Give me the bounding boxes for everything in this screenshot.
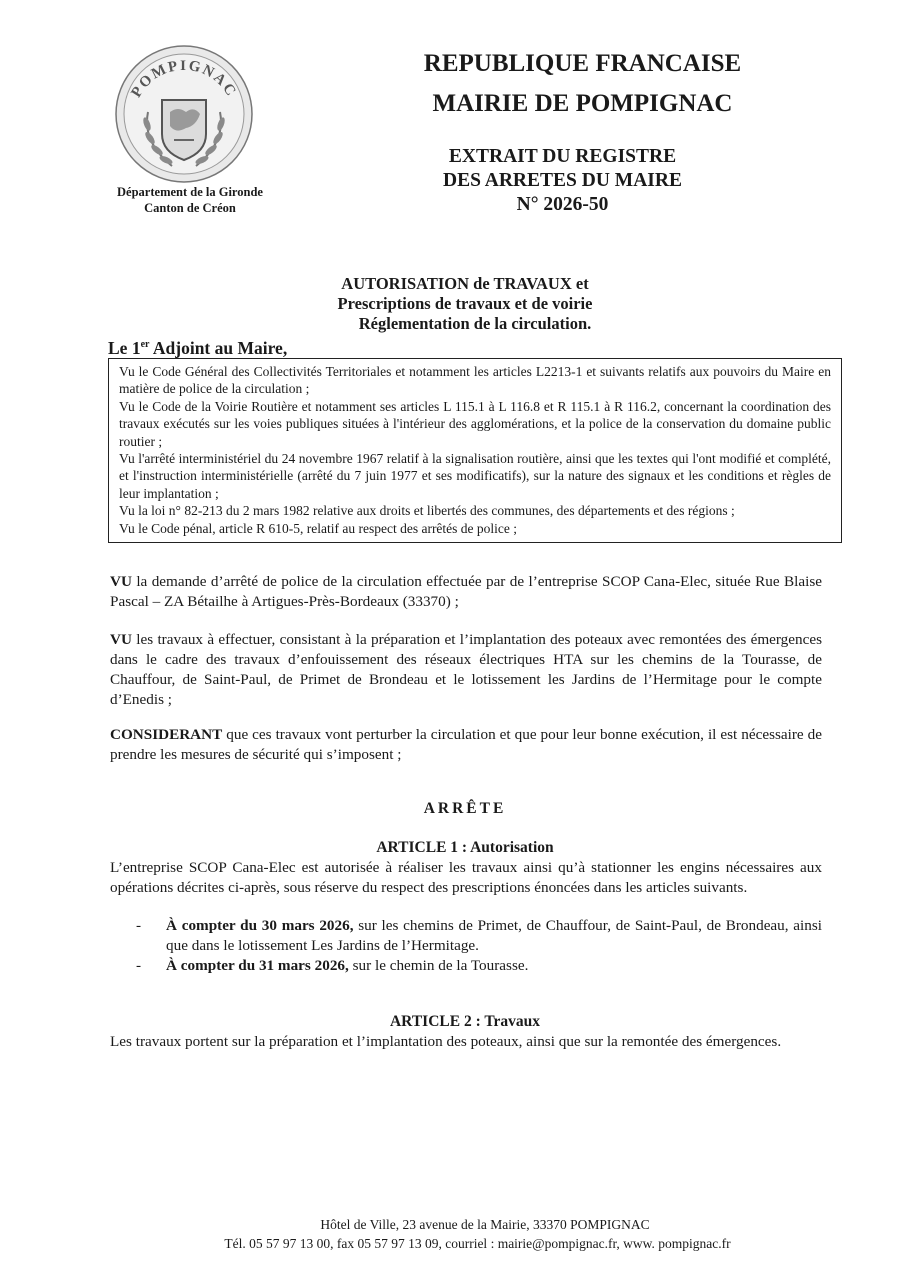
coat-of-arms-seal-icon (112, 42, 256, 186)
signatory-prefix: Le 1 (108, 338, 141, 358)
page-footer (0, 1215, 900, 1253)
list-item-date: À compter du 30 mars 2026, (166, 917, 354, 934)
seal-text: POMPIGNAC (128, 57, 240, 101)
visa-item: Vu l'arrêté interministériel du 24 novembre 1967 relatif à la signalisation routière, ainsi que les textes qui l'ont modifié et complété, et l'instruction interministérielle (arrêté du 7 juin 1977 et ses modificatifs), sur la nature des signaux et les conditions et règles de leur implantation ; (119, 451, 831, 501)
visa-item: Vu le Code de la Voirie Routière et notamment ses articles L 115.1 à L 116.8 et R 115.1 à R 116.2, concernant la coordination des travaux exécutés sur les voies publiques situées à l'intérieur des agglomérations, et la police de la conservation du domaine public routier ; (119, 398, 831, 449)
considerant-text: que ces travaux vont perturber la circulation et que pour leur bonne exécution, il est nécessaire de prendre les mesures de sécurité qui s’imposent ; (110, 726, 822, 763)
list-item-text: sur les chemins de Primet, de Chauffour, de Saint-Paul, de Brondeau, ainsi que dans le lotissement Les Jardins de l’Hermitage. (166, 917, 822, 954)
subject-line-1: AUTORISATION de TRAVAUX et (341, 274, 589, 293)
republique-title: REPUBLIQUE FRANCAISE (423, 50, 742, 77)
republic-header (395, 44, 770, 124)
article-1-title: ARTICLE 1 : Autorisation (376, 839, 554, 856)
municipal-seal (112, 42, 256, 186)
visa-item: Vu le Code Général des Collectivités Territoriales et notamment les articles L2213-1 et suivants relatifs aux pouvoirs du Maire en matière de police de la circulation ; (119, 364, 831, 397)
arrete-heading: ARRÊTE (423, 800, 507, 817)
vu-request-paragraph (110, 572, 822, 612)
list-item: - À compter du 30 mars 2026, sur les chemins de Primet, de Chauffour, de Saint-Paul, de Brondeau, ainsi que dans le lotissement Les Jardins de l’Hermitage. (136, 917, 822, 954)
vu-lead: VU (110, 631, 132, 648)
footer-contact: Tél. 05 57 97 13 00, fax 05 57 97 13 09, courriel : mairie@pompignac.fr, www. pompignac.fr (224, 1236, 731, 1251)
mairie-title: MAIRIE DE POMPIGNAC (432, 90, 733, 117)
list-item: - À compter du 31 mars 2026, sur le chemin de la Tourasse. (136, 957, 529, 974)
register-header (395, 145, 730, 217)
article-2-title: ARTICLE 2 : Travaux (389, 1013, 541, 1030)
canton-label: Canton de Créon (144, 201, 236, 215)
vu-request-text: la demande d’arrêté de police de la circulation effectuée par de l’entreprise SCOP Cana-Elec, située Rue Blaise Pascal – ZA Bétailhe à Artigues-Près-Bordeaux (33370) ; (110, 573, 822, 610)
vu-works-text: les travaux à effectuer, consistant à la préparation et l’implantation des poteaux avec remontées des émergences dans le cadre des travaux d’enfouissement des réseaux électriques HTA sur les chemins de la Tourasse, de Chauffour, de Saint-Paul, de Primet de Brondeau et le lotissement les Jardins de l’Hermitage pour le compte d’Enedis ; (110, 631, 822, 708)
subject-line-3: Réglementation de la circulation. (358, 314, 592, 333)
extrait-line: EXTRAIT DU REGISTRE (448, 146, 677, 167)
article-1-body: L’entreprise SCOP Cana-Elec est autorisée à réaliser les travaux ainsi qu’à stationner les engins nécessaires aux opérations décrites ci-après, sous réserve du respect des prescriptions énoncées dans les articles suivants. (110, 859, 822, 896)
footer-address: Hôtel de Ville, 23 avenue de la Mairie, 33370 POMPIGNAC (320, 1217, 650, 1232)
list-item-date: À compter du 31 mars 2026, (166, 957, 349, 974)
list-item-text: sur le chemin de la Tourasse. (348, 957, 529, 974)
vu-lead: VU (110, 573, 132, 590)
visa-item: Vu le Code pénal, article R 610-5, relatif au respect des arrêtés de police ; (119, 520, 518, 536)
signatory-sup: er (140, 339, 150, 351)
legal-visas-box (108, 358, 842, 543)
department-block (100, 184, 280, 216)
subject-heading (290, 274, 640, 334)
signatory-suffix: Adjoint au Maire, (149, 338, 288, 358)
vu-works-paragraph (110, 630, 822, 710)
article-2-body: Les travaux portent sur la préparation et l’implantation des poteaux, ainsi que sur la remontée des émergences. (110, 1033, 782, 1050)
visa-item: Vu la loi n° 82-213 du 2 mars 1982 relative aux droits et libertés des communes, des départements et des régions ; (119, 503, 735, 519)
considerant-lead: CONSIDERANT (110, 726, 223, 743)
arretes-line: DES ARRETES DU MAIRE (443, 170, 682, 191)
departement-label: Département de la Gironde (117, 185, 263, 199)
arrete-number: N° 2026-50 (516, 194, 609, 215)
subject-line-2: Prescriptions de travaux et de voirie (337, 294, 593, 313)
considerant-paragraph (110, 725, 822, 765)
article-1-list (110, 916, 822, 976)
signatory-line (108, 338, 287, 359)
